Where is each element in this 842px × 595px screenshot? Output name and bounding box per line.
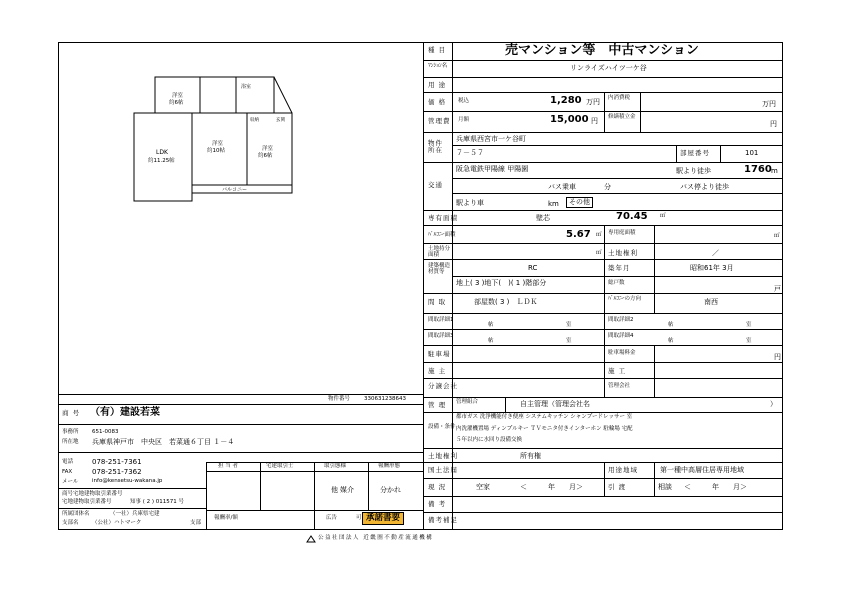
fp-room2-size: 約10帖 xyxy=(207,148,225,154)
balcony-area-value: 5.67 xyxy=(566,229,591,240)
tax-label: 内消費税 xyxy=(608,95,631,101)
detail4-jo: 帖 xyxy=(668,338,674,344)
org-logo-icon xyxy=(306,535,316,543)
mgmt-label: 管 理 xyxy=(428,401,447,409)
property-no: 330631238643 xyxy=(364,396,406,402)
detail1-sub: 室 xyxy=(566,322,572,328)
total-units-unit: 戸 xyxy=(774,285,781,293)
land-share-unit: ㎡ xyxy=(596,250,602,256)
name-value: リンライズハイツ一ケ谷 xyxy=(570,64,647,72)
fee-type: 分かれ xyxy=(380,486,401,494)
law-label: 国土法届 xyxy=(428,466,458,474)
built-value: 昭和61年 3月 xyxy=(690,264,734,272)
detail4-label: 間取詳細4 xyxy=(608,333,634,339)
builder-label: 施 主 xyxy=(428,367,447,375)
mgmt-form: 自主管理（管理会社名 xyxy=(520,400,590,408)
seller-label: 分譲会社 xyxy=(428,382,458,390)
property-no-label: 物件番号 xyxy=(328,396,351,402)
detail2-sub: 室 xyxy=(746,322,752,328)
repair-label: 修繕積立金 xyxy=(608,114,636,120)
total-units-label: 総戸数 xyxy=(608,280,625,286)
ad-label: 広告 xyxy=(326,515,338,521)
tel-value: 078-251-7361 xyxy=(92,458,142,466)
walk-unit: m xyxy=(771,167,778,175)
price-label: 価 格 xyxy=(428,98,447,106)
current-value: 空家 xyxy=(476,483,490,491)
current-ym: ＜ 年 月＞ xyxy=(520,483,583,491)
detail4-sub: 室 xyxy=(746,338,752,344)
fp-entrance: 玄関 xyxy=(276,118,285,123)
type-value: 売マンション等 中古マンション xyxy=(505,43,699,58)
address-text: 兵庫県神戸市 中央区 若菜通６丁目 １－４ xyxy=(92,438,235,446)
license-label: 宅地建物取引業番号 xyxy=(62,499,112,505)
price-unit: 万円 xyxy=(586,98,600,106)
mgmt-company: 管理組合 xyxy=(456,399,479,405)
bus-stop-label: バス停より徒歩 xyxy=(680,183,729,191)
purpose-label: 用 途 xyxy=(428,81,447,89)
status-land-value: 所有権 xyxy=(520,452,541,460)
layout-text: 部屋数( 3 ) ＬＤＫ xyxy=(474,298,538,306)
ad-mark: 可 xyxy=(356,515,362,521)
fp-room1-size: 約6帖 xyxy=(169,100,184,106)
walk-value: 1760 xyxy=(744,164,772,175)
room-label: 部屋番号 xyxy=(680,149,710,157)
bus-label: バス乗車 xyxy=(548,183,576,191)
assoc-value: （一社）兵庫県宅建 xyxy=(110,511,160,517)
contractor-label: 施 工 xyxy=(608,367,627,375)
handover-label: 引 渡 xyxy=(608,483,627,491)
fp-ldk-size: 約11.25帖 xyxy=(148,158,175,164)
fees-label: 管理費 xyxy=(428,117,451,125)
center-divider xyxy=(423,42,424,530)
col-agent: 担 当 者 xyxy=(218,463,238,469)
detail2-jo: 帖 xyxy=(668,322,674,328)
bus-unit: 分 xyxy=(604,183,611,191)
floor-plan xyxy=(60,44,422,394)
tax-unit: 万円 xyxy=(762,100,776,108)
branch-label: 支部名 xyxy=(62,520,79,526)
fp-room2: 洋室 xyxy=(212,141,224,147)
assoc-label: 所属団体名 xyxy=(62,511,90,517)
mail-value: info@kensetsu-wakana.jp xyxy=(92,478,163,484)
detail2-label: 間取詳細2 xyxy=(608,317,634,323)
area-unit: ㎡ xyxy=(660,213,666,219)
fp-bath: 浴室 xyxy=(241,84,252,90)
office-label: 事務所 xyxy=(62,429,79,435)
price-tax-note: 税込 xyxy=(458,98,470,104)
balcony-area-unit: ㎡ xyxy=(596,232,602,238)
zoning-value: 第一種中高層住居専用地域 xyxy=(660,466,744,474)
fax-value: 078-251-7362 xyxy=(92,468,142,476)
deal-mark: 他 xyxy=(331,486,338,494)
km-unit: km xyxy=(548,200,559,208)
price-amount: 1,280 xyxy=(550,95,582,106)
equip-line2: 内洗濯機置場 ディンプルキー ＴＶモニタ付きインターホン 駐輪場 宅配 xyxy=(456,426,633,432)
land-right-label: 土地権利 xyxy=(608,249,638,257)
fp-closet: 収納 xyxy=(250,118,259,123)
layout-label: 間 取 xyxy=(428,298,447,306)
room-value: 101 xyxy=(745,149,759,157)
struct-value: RC xyxy=(528,264,538,272)
parking-fee-label: 駐車場料金 xyxy=(608,350,636,356)
area-value: 70.45 xyxy=(616,211,648,222)
footer-org: 公益社団法人 近畿圏不動産流通機構 xyxy=(318,535,434,541)
seller-company-label: 管理会社 xyxy=(608,383,631,389)
col-licensed: 宅建取引士 xyxy=(266,463,294,469)
built-label: 築年月 xyxy=(608,264,631,272)
fp-ldk: LDK xyxy=(156,149,168,156)
other-transport: その他 xyxy=(566,197,593,208)
address-label: 所在地 xyxy=(62,439,79,445)
fp-room3: 洋室 xyxy=(262,146,274,152)
equip-line3: ５年以内に水回り設備交換 xyxy=(456,437,523,443)
equip-label: 設備・条件 xyxy=(428,424,456,430)
transport-label: 交通 xyxy=(428,181,443,189)
branch-value: （公社）ハトマーク xyxy=(92,520,142,526)
detail3-jo: 帖 xyxy=(488,338,494,344)
parking-label: 駐車場 xyxy=(428,350,451,358)
equip-line1: 都市ガス 洗浄機能付き便座 システムキッチン シャンプードレッサー 室 xyxy=(456,414,633,420)
dedicated-unit: ㎡ xyxy=(774,233,780,239)
fees-amount: 15,000 xyxy=(550,114,589,125)
mgmt-close: ） xyxy=(770,400,777,408)
handover-value: 相談 xyxy=(658,483,672,491)
license-value: 知事 ( 2 ) 011571 号 xyxy=(130,499,185,505)
fp-balcony: バルコニー xyxy=(222,187,248,193)
fp-room3-size: 約6帖 xyxy=(258,153,273,159)
col-deal: 取引態様 xyxy=(324,463,347,469)
remarks2-label: 備考補足 xyxy=(428,516,458,524)
balcony-dir-value: 南西 xyxy=(704,298,718,306)
name-label: ﾏﾝｼｮﾝ名 xyxy=(428,63,448,69)
transport-line: 阪急電鉄甲陽線 甲陽園 xyxy=(456,165,529,173)
fp-room1: 洋室 xyxy=(172,93,184,99)
trade-label: 商 号 xyxy=(62,409,81,417)
fees-unit: 円 xyxy=(591,117,598,125)
struct-label: 建築構造材質等 xyxy=(428,263,451,275)
consent-stamp: 承諾書要 xyxy=(362,512,404,525)
balcony-dir-label: ﾊﾞﾙｺﾆｰの方向 xyxy=(608,296,642,302)
status-land-label: 土地権利 xyxy=(428,452,458,460)
dedicated-label: 専用庭面積 xyxy=(608,230,636,236)
fees-freq: 月額 xyxy=(458,117,470,123)
location-address: 兵庫県西宮市一ケ谷町 xyxy=(456,135,526,143)
trade-name: （有）建設若菜 xyxy=(90,407,160,418)
col-fee: 報酬形態 xyxy=(378,463,401,469)
handover-ym: ＜ 年 月＞ xyxy=(684,483,747,491)
fax-label: FAX xyxy=(62,469,73,475)
remarks-label: 備 考 xyxy=(428,500,447,508)
land-share-label: 土地持分面積 xyxy=(428,246,451,258)
repair-unit: 円 xyxy=(770,120,777,128)
tel-label: 電話 xyxy=(62,459,74,465)
area-type: 壁芯 xyxy=(536,214,550,222)
detail3-label: 間取詳細3 xyxy=(428,333,454,339)
area-label: 専有面積 xyxy=(428,214,458,222)
mail-label: メール xyxy=(62,479,79,485)
office-zip: 651-0083 xyxy=(92,429,119,435)
floors-text: 地上( 3 )地下( )( 1 )階部分 xyxy=(456,279,547,287)
land-right-value: ／ xyxy=(712,249,719,257)
location-label: 物件所在 xyxy=(428,139,443,154)
balcony-area-label: ﾊﾞﾙｺﾆｰ面積 xyxy=(428,232,456,238)
detail3-sub: 室 xyxy=(566,338,572,344)
location-number: ７－５７ xyxy=(456,149,484,157)
fee-row-label: 報酬率/額 xyxy=(214,515,238,521)
detail1-label: 間取詳細1 xyxy=(428,317,454,323)
walk-label: 駅より徒歩 xyxy=(676,167,711,175)
current-label: 現 況 xyxy=(428,483,447,491)
license-sub-label: 商号宅地建物取引業番号 xyxy=(62,491,123,497)
from-station: 駅より車 xyxy=(456,199,484,207)
type-label: 種 目 xyxy=(428,46,447,54)
zoning-label: 用途地域 xyxy=(608,466,638,474)
branch-suffix: 支部 xyxy=(190,520,202,526)
deal-type: 媒介 xyxy=(340,486,354,494)
detail1-jo: 帖 xyxy=(488,322,494,328)
parking-unit: 円 xyxy=(774,353,781,361)
